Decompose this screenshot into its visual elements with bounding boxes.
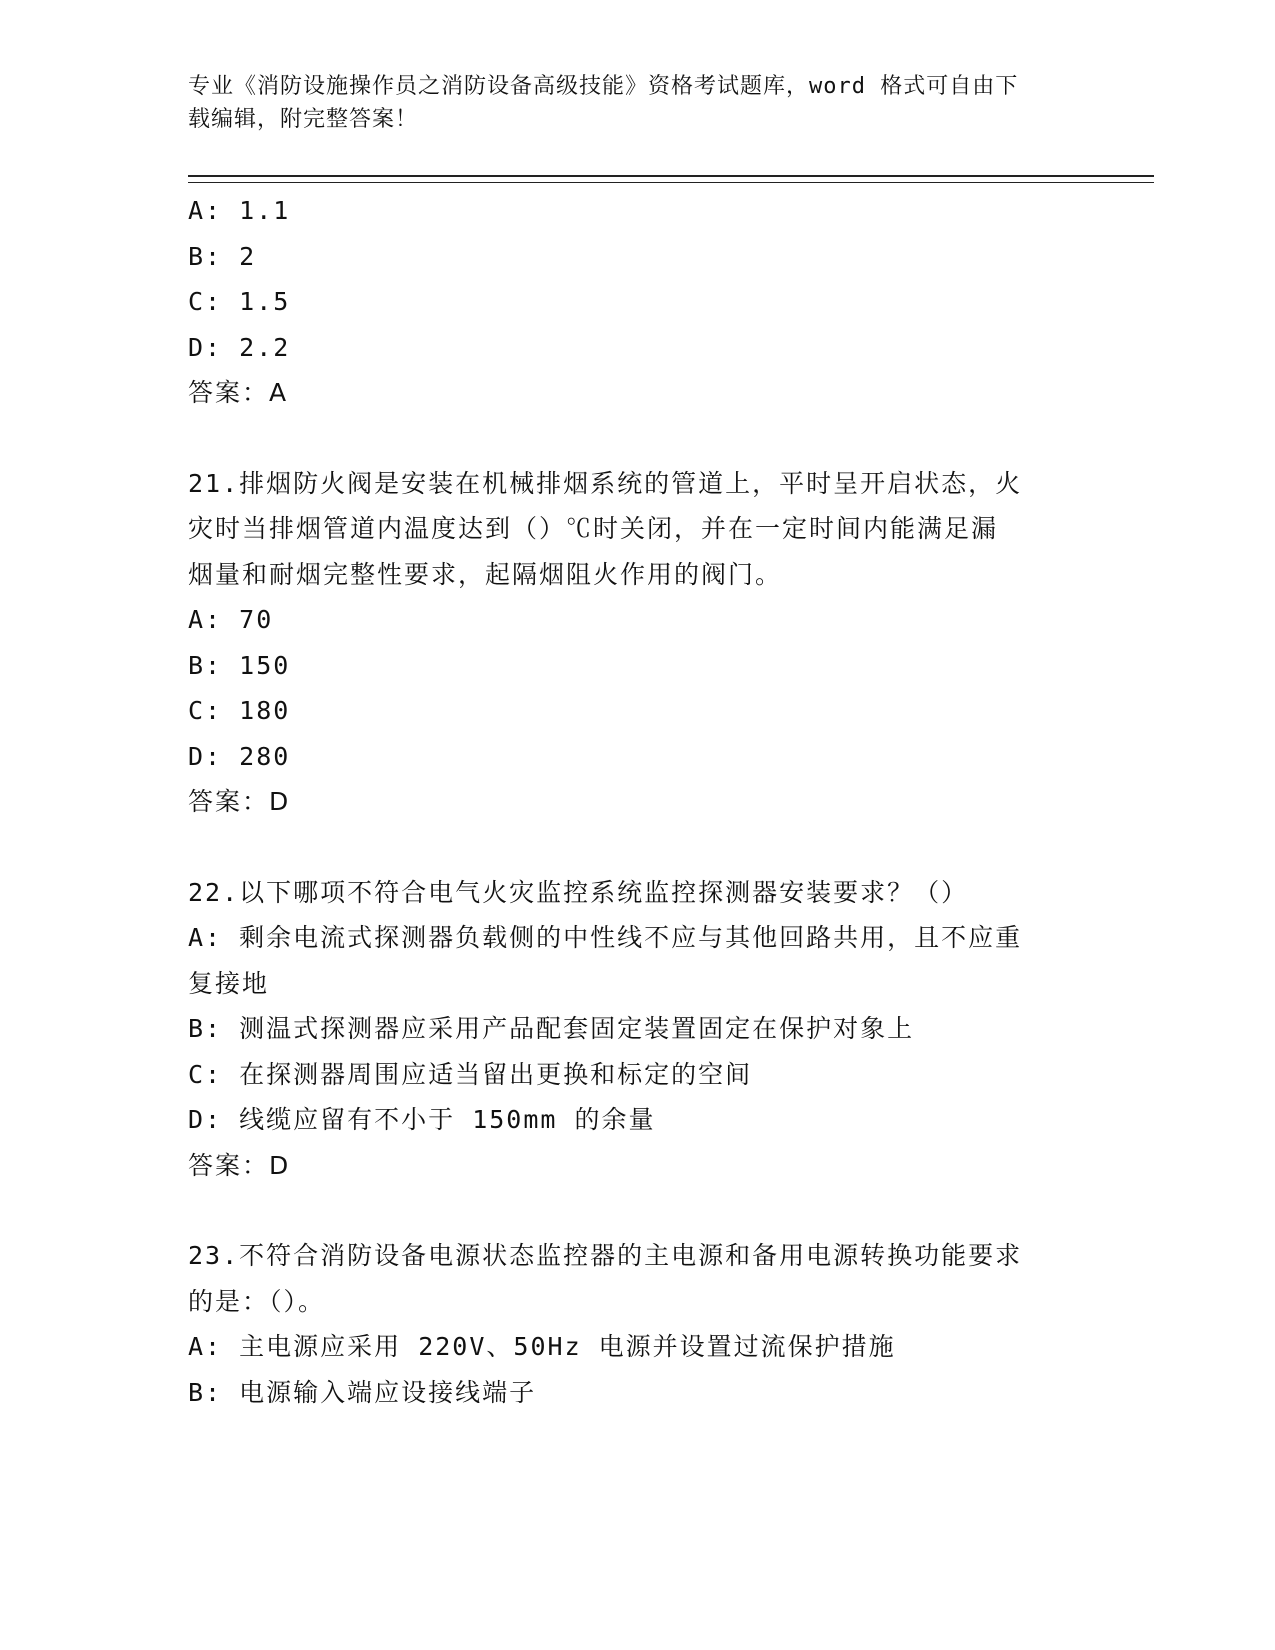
question-20 [188,188,1068,416]
option-c: C: 180 [188,696,291,725]
option-b: B: 电源输入端应设接线端子 [188,1377,537,1407]
option-a: A: 主电源应采用 220V、50Hz 电源并设置过流保护措施 [188,1332,896,1361]
header-line-1: 专业《消防设施操作员之消防设备高级技能》资格考试题库，word 格式可自由下 [188,74,1019,99]
header-divider [188,175,1154,183]
option-c: C: 在探测器周围应适当留出更换和标定的空间 [188,1059,753,1089]
option-a: A: 70 [188,605,274,634]
option-d: D: 线缆应留有不小于 150mm 的余量 [188,1105,656,1134]
option-c: C: 1.5 [188,287,291,316]
page-header [188,70,1088,136]
question-stem: 烟量和耐烟完整性要求，起隔烟阻火作用的阀门。 [188,559,783,589]
question-stem: 22.以下哪项不符合电气火灾监控系统监控探测器安装要求？（） [188,877,969,907]
answer: 答案：A [188,378,289,407]
question-stem: 23.不符合消防设备电源状态监控器的主电源和备用电源转换功能要求 [188,1241,1023,1270]
option-d: D: 2.2 [188,332,291,362]
question-gap [188,825,1068,870]
option-a: A: 1.1 [188,196,291,225]
question-gap [188,416,1068,461]
question-stem: 灾时当排烟管道内温度达到（）℃时关闭，并在一定时间内能满足漏 [188,514,999,543]
option-a: A: 剩余电流式探测器负载侧的中性线不应与其他回路共用，且不应重 [188,923,1023,952]
question-23 [188,1233,1068,1415]
header-line-2: 载编辑，附完整答案！ [188,107,419,132]
question-stem: 的是：（）。 [188,1286,326,1316]
option-b: B: 2 [188,241,257,271]
question-stem: 21.排烟防火阀是安装在机械排烟系统的管道上，平时呈开启状态，火 [188,468,1023,498]
option-b: B: 150 [188,650,291,680]
question-content [188,188,1068,1415]
question-22 [188,870,1068,1189]
answer: 答案：D [188,1150,291,1180]
option-b: B: 测温式探测器应采用产品配套固定装置固定在保护对象上 [188,1014,915,1043]
question-21 [188,461,1068,825]
option-a-continued: 复接地 [188,968,270,998]
question-gap [188,1188,1068,1233]
option-d: D: 280 [188,741,291,771]
answer: 答案：D [188,787,291,816]
